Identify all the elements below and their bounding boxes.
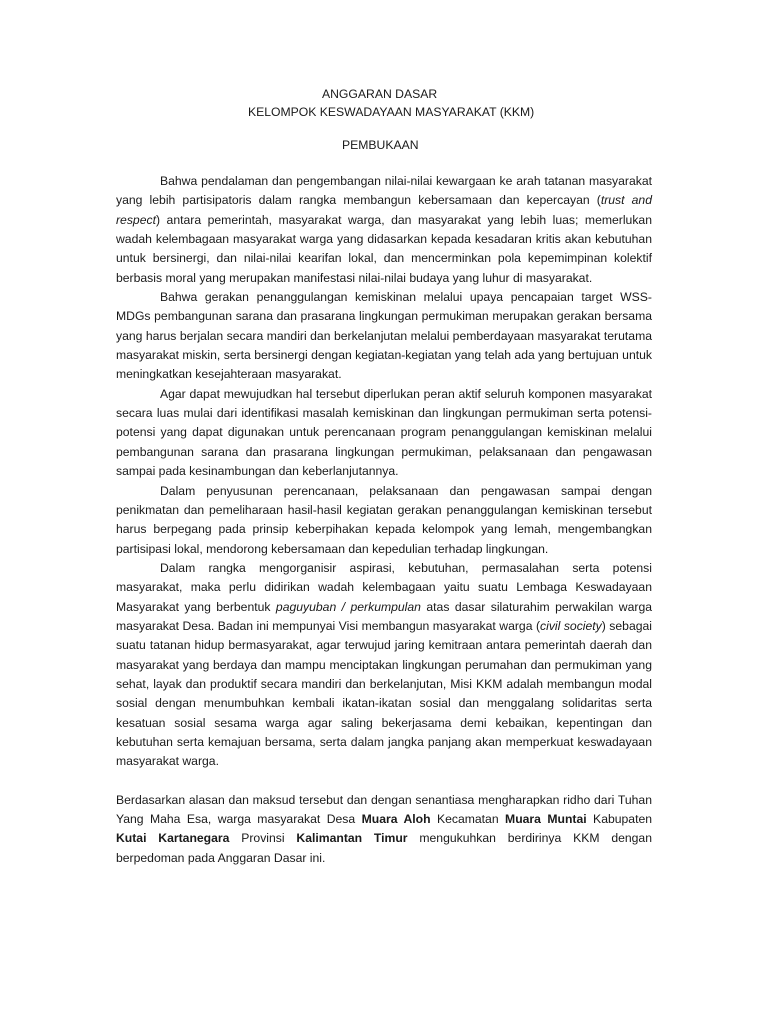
- paragraph-5: Dalam rangka mengorganisir aspirasi, kebutuhan, permasalahan serta potensi masyarakat, maka perlu didirikan wadah kelembagaan yaitu suatu Lembaga Keswadayaan Masyarakat yang berbentuk paguyuban / perkumpulan atas dasar silaturahim perwakilan warga masyarakat Desa. Badan ini mempunyai Visi membangun masyarakat warga (civil society) sebagai suatu tatanan hidup bermasyarakat, agar terwujud jaring kemitraan antara pemerintah daerah dan masyarakat yang berdaya dan mampu menciptakan lingkungan perumahan dan permukiman yang sehat, layak dan produktif secara mandiri dan berkelanjutan, Misi KKM adalah membangun modal sosial dengan menumbuhkan kembali ikatan-ikatan sosial dan menggalang solidaritas serta kesatuan sosial sesama warga agar saling bekerjasama demi kebaikan, kepentingan dan kebutuhan serta kemajuan bersama, serta dalam jangka panjang akan memperkuat keswadayaan masyarakat warga.: [116, 560, 652, 769]
- italic-term: trust and respect: [116, 193, 652, 227]
- italic-term: civil society: [540, 618, 602, 633]
- italic-term: paguyuban / perkumpulan: [275, 599, 421, 614]
- province-name: Kalimantan Timur: [296, 831, 408, 846]
- paragraph-1: Bahwa pendalaman dan pengembangan nilai-nilai kewargaan ke arah tatanan masyarakat yang lebih partisipatoris dalam rangka membangun kebersamaan dan kepercayan (trust and respect) antara pemerintah, masyarakat warga, dan masyarakat yang lebih luas; memerlukan wadah kelembagaan masyarakat warga yang didasarkan kepada kesadaran kritis akan kebutuhan untuk bersinergi, dan nilai-nilai kearifan lokal, dan mencerminkan pola kepemimpinan kolektif berbasis moral yang merupakan manifestasi nilai-nilai budaya yang luhur di masyarakat.: [116, 174, 652, 285]
- document-body: [116, 172, 652, 868]
- paragraph-6: Berdasarkan alasan dan maksud tersebut dan dengan senantiasa mengharapkan ridho dari Tuhan Yang Maha Esa, warga masyarakat Desa Muara Aloh Kecamatan Muara Muntai Kabupaten Kutai Kartanegara Provinsi Kalimantan Timur mengukuhkan berdirinya KKM dengan berpedoman pada Anggaran Dasar ini.: [116, 792, 653, 865]
- paragraph-4: Dalam penyusunan perencanaan, pelaksanaan dan pengawasan sampai dengan penikmatan dan pemeliharaan hasil-hasil kegiatan gerakan penanggulangan kemiskinan tersebut harus berpegang pada prinsip keberpihakan kepada kelompok yang lemah, mengembangkan partisipasi lokal, mendorong kebersamaan dan kepedulian terhadap lingkungan.: [116, 483, 652, 556]
- document-subtitle: KELOMPOK KESWADAYAAN MASYARAKAT (KKM): [248, 105, 535, 119]
- section-heading: PEMBUKAAN: [342, 138, 419, 152]
- village-name: Muara Aloh: [361, 812, 431, 826]
- district-name: Muara Muntai: [505, 812, 587, 826]
- paragraph-3: Agar dapat mewujudkan hal tersebut diperlukan peran aktif seluruh komponen masyarakat secara luas mulai dari identifikasi masalah kemiskinan dan lingkungan permukiman serta potensi-potensi yang dapat digunakan untuk perencanaan program penanggulangan kemiskinan melalui pembangunan sarana dan prasarana lingkungan permukiman, pelaksanaan dan pengawasan sampai pada kesinambungan dan keberlanjutannya.: [116, 386, 652, 479]
- regency-name: Kutai Kartanegara: [116, 831, 230, 846]
- paragraph-2: Bahwa gerakan penanggulangan kemiskinan melalui upaya pencapaian target WSS-MDGs pembangunan sarana dan prasarana lingkungan permukiman merupakan gerakan bersama yang harus berjalan secara mandiri dan berkelanjutan melalui pemberdayaan masyarakat terutama masyarakat miskin, serta bersinergi dengan kegiatan-kegiatan yang telah ada yang bertujuan untuk meningkatkan kesejahteraan masyarakat.: [116, 290, 652, 382]
- paragraph-spacer: [116, 772, 652, 791]
- document-title: ANGGARAN DASAR: [322, 87, 438, 101]
